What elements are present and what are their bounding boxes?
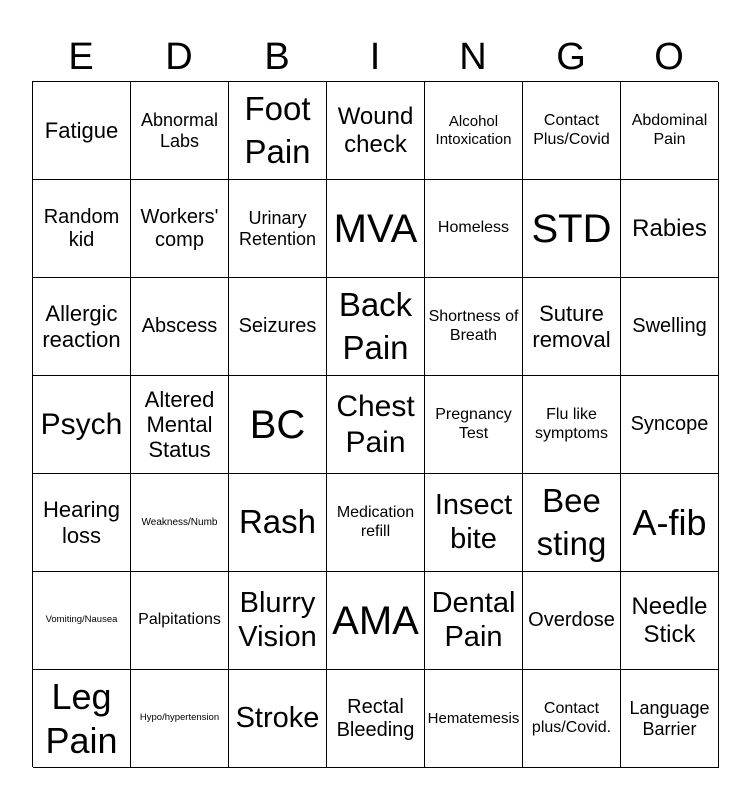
header-letter-i: I [369, 36, 381, 78]
bingo-cell[interactable]: BC [229, 376, 327, 474]
bingo-cell[interactable]: Weakness/Numb [131, 474, 229, 572]
bingo-cell[interactable]: Vomiting/Nausea [33, 572, 131, 670]
bingo-cell[interactable]: Needle Stick [621, 572, 719, 670]
bingo-cell[interactable]: Flu like symptoms [523, 376, 621, 474]
bingo-cell[interactable]: Workers' comp [131, 180, 229, 278]
bingo-cell[interactable]: Urinary Retention [229, 180, 327, 278]
bingo-cell[interactable]: Altered Mental Status [131, 376, 229, 474]
bingo-cell[interactable]: MVA [327, 180, 425, 278]
bingo-cell[interactable]: Contact plus/Covid. [523, 670, 621, 768]
bingo-cell[interactable]: Shortness of Breath [425, 278, 523, 376]
header-letter-b: B [264, 36, 290, 78]
bingo-cell[interactable]: Stroke [229, 670, 327, 768]
bingo-grid [32, 81, 718, 767]
bingo-cell[interactable]: Blurry Vision [229, 572, 327, 670]
bingo-cell[interactable]: Syncope [621, 376, 719, 474]
bingo-cell[interactable]: A-fib [621, 474, 719, 572]
bingo-cell[interactable]: Language Barrier [621, 670, 719, 768]
bingo-cell[interactable]: Wound check [327, 82, 425, 180]
bingo-cell[interactable]: Psych [33, 376, 131, 474]
bingo-cell[interactable]: Seizures [229, 278, 327, 376]
header-letter-d: D [165, 36, 193, 78]
bingo-cell[interactable]: Bee sting [523, 474, 621, 572]
header-letter-o: O [654, 36, 684, 78]
header-letter-g: G [556, 36, 586, 78]
bingo-cell[interactable]: Suture removal [523, 278, 621, 376]
bingo-cell[interactable]: Random kid [33, 180, 131, 278]
bingo-cell[interactable]: Rash [229, 474, 327, 572]
bingo-cell[interactable]: Hematemesis [425, 670, 523, 768]
bingo-cell[interactable]: Medication refill [327, 474, 425, 572]
bingo-header [32, 28, 718, 86]
bingo-cell[interactable]: AMA [327, 572, 425, 670]
bingo-cell[interactable]: Overdose [523, 572, 621, 670]
bingo-cell[interactable]: Swelling [621, 278, 719, 376]
bingo-cell[interactable]: Abnormal Labs [131, 82, 229, 180]
header-letter-n: N [459, 36, 487, 78]
bingo-cell[interactable]: Allergic reaction [33, 278, 131, 376]
bingo-cell[interactable]: Chest Pain [327, 376, 425, 474]
bingo-cell[interactable]: Abscess [131, 278, 229, 376]
bingo-cell[interactable]: Dental Pain [425, 572, 523, 670]
bingo-cell[interactable]: Homeless [425, 180, 523, 278]
bingo-cell[interactable]: Foot Pain [229, 82, 327, 180]
bingo-cell[interactable]: Abdominal Pain [621, 82, 719, 180]
bingo-cell[interactable]: Fatigue [33, 82, 131, 180]
bingo-cell[interactable]: Hypo/hypertension [131, 670, 229, 768]
bingo-cell[interactable]: Leg Pain [33, 670, 131, 768]
bingo-cell[interactable]: Rabies [621, 180, 719, 278]
bingo-cell[interactable]: Palpitations [131, 572, 229, 670]
bingo-cell[interactable]: Hearing loss [33, 474, 131, 572]
bingo-cell[interactable]: Insect bite [425, 474, 523, 572]
bingo-cell[interactable]: Alcohol Intoxication [425, 82, 523, 180]
bingo-cell[interactable]: STD [523, 180, 621, 278]
header-letter-e: E [68, 36, 94, 78]
bingo-cell[interactable]: Pregnancy Test [425, 376, 523, 474]
bingo-cell[interactable]: Back Pain [327, 278, 425, 376]
bingo-cell[interactable]: Rectal Bleeding [327, 670, 425, 768]
bingo-cell[interactable]: Contact Plus/Covid [523, 82, 621, 180]
